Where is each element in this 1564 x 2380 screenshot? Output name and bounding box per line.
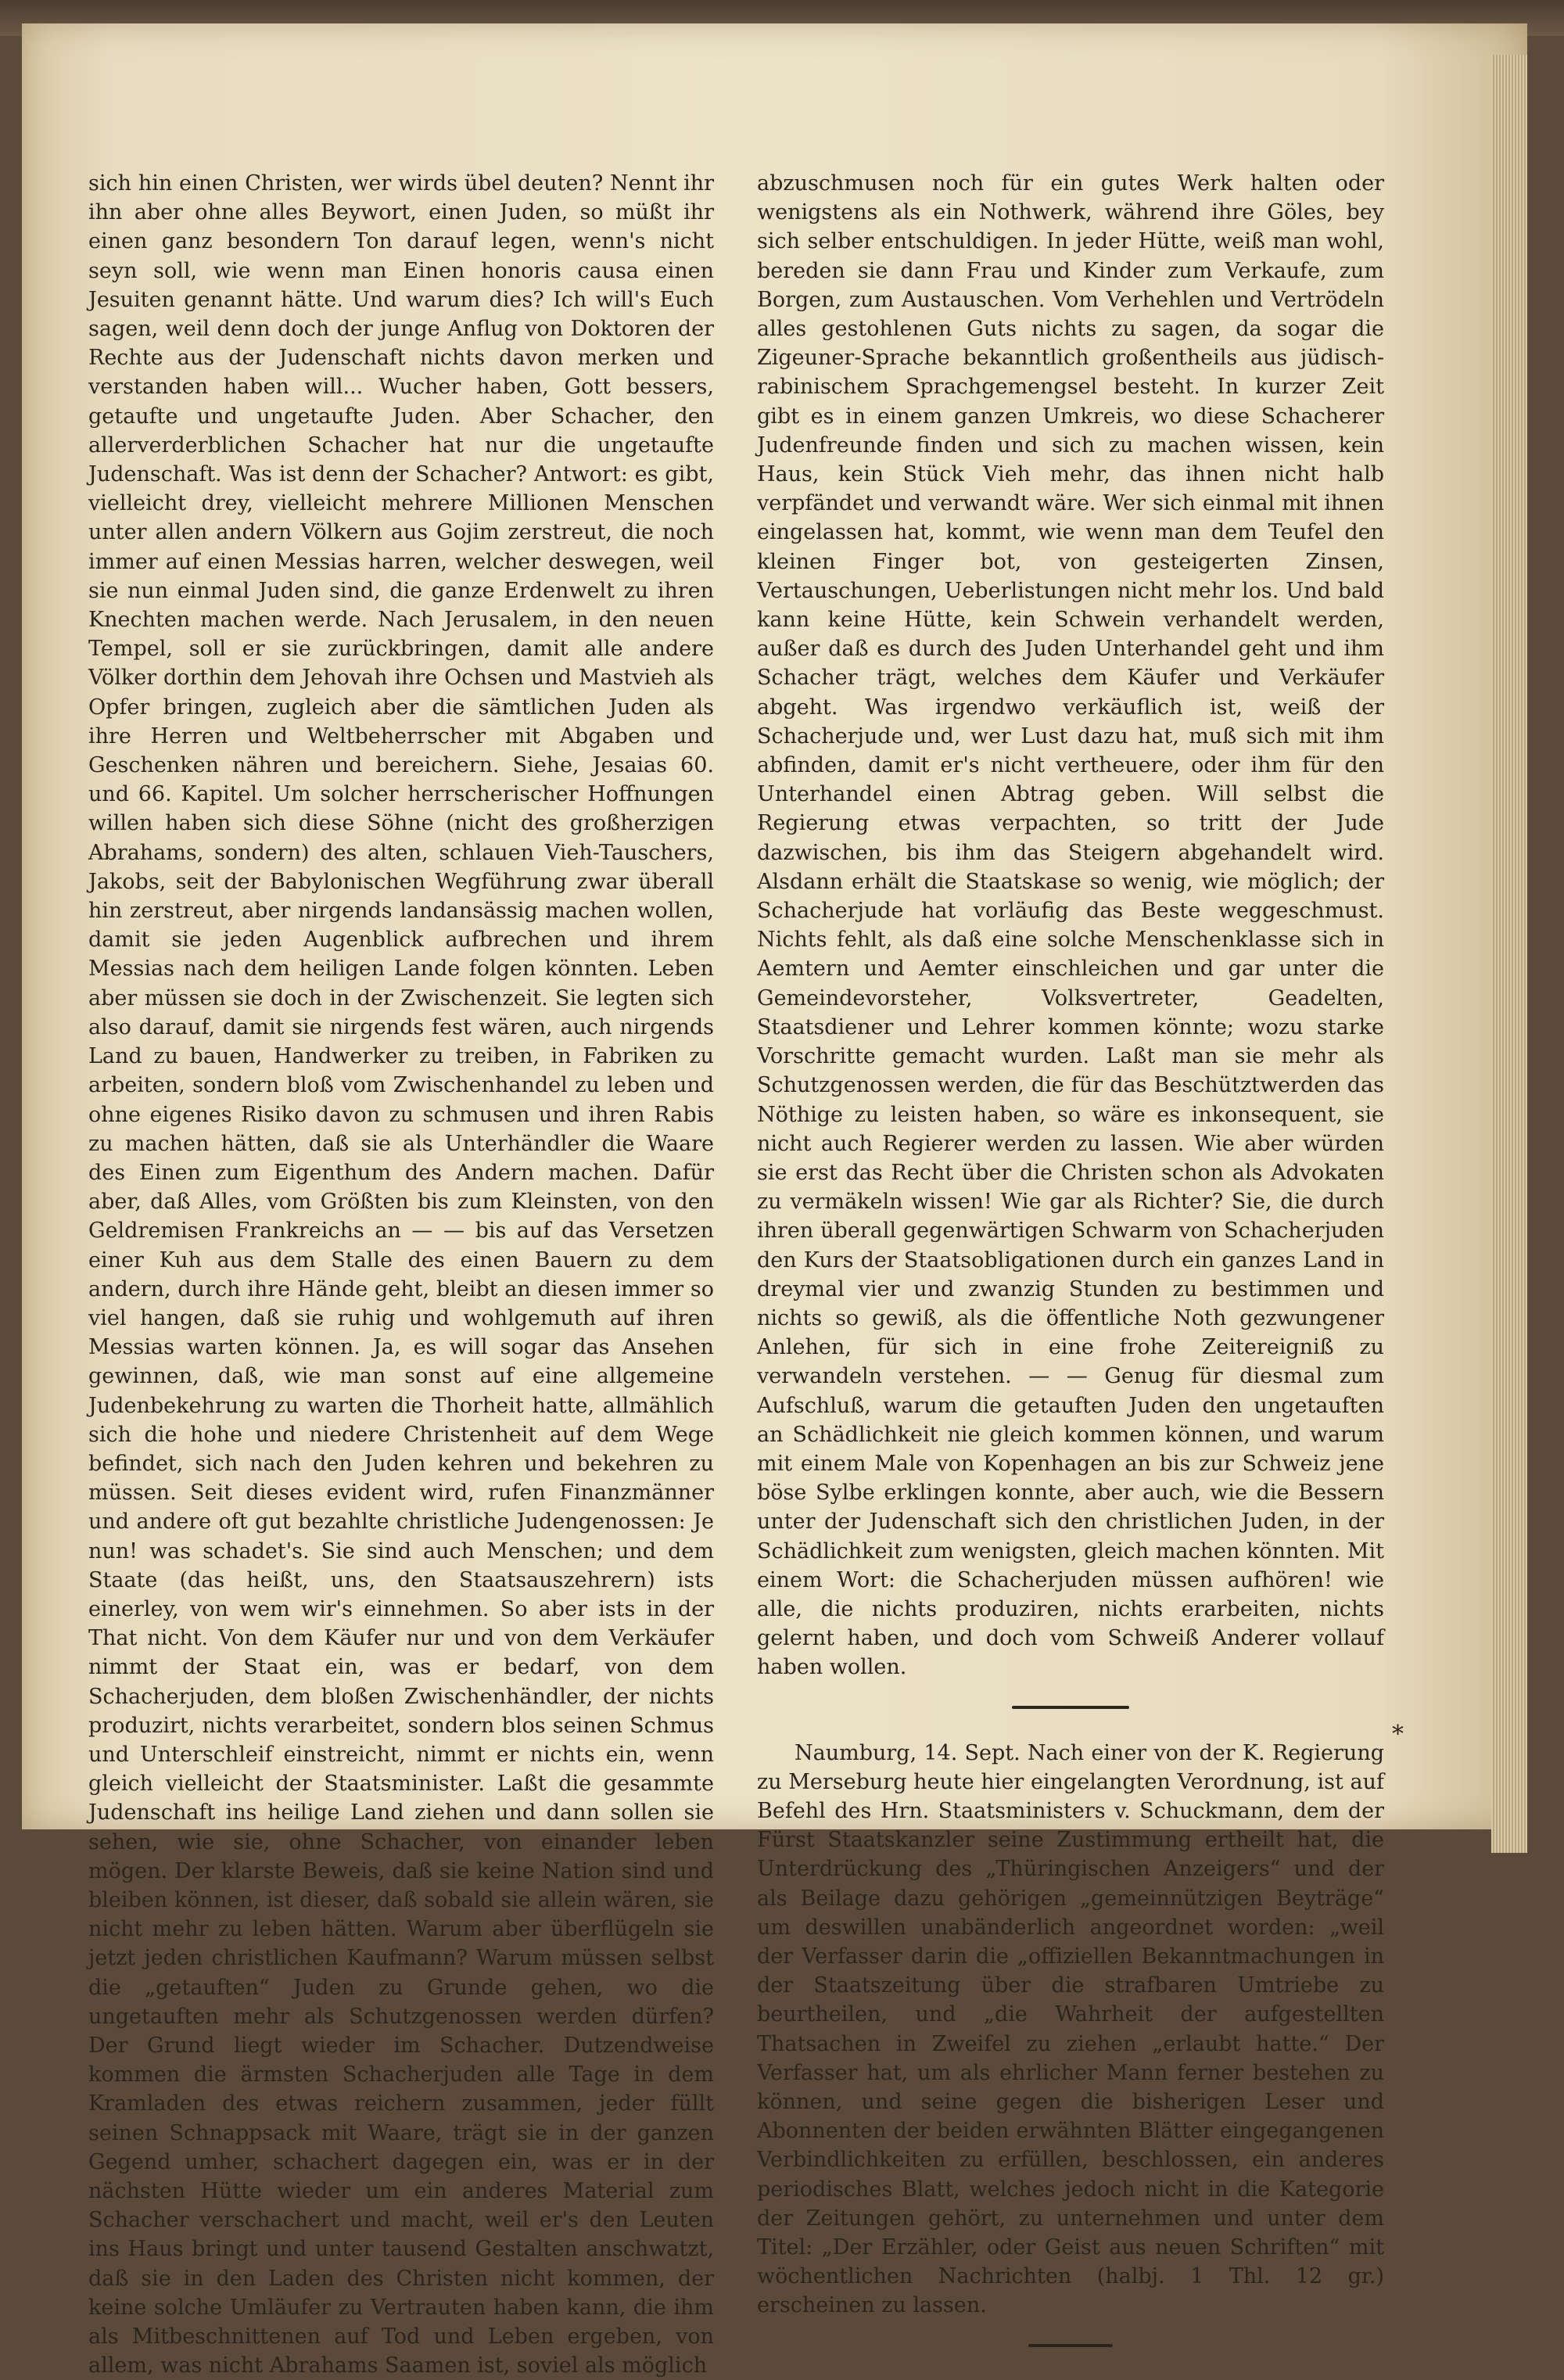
- printer-mark: *: [1392, 1721, 1404, 1748]
- end-divider: [1028, 2344, 1113, 2347]
- section-divider: [1012, 1706, 1129, 1709]
- left-column: [88, 169, 714, 2380]
- naumburg-notice: Naumburg, 14. Sept. Nach einer von der K. Regierung zu Merseburg heute hier eingelangten Verordnung, ist auf Befehl des Hrn. Staatsministers v. Schuckmann, dem der Fürst Staatskanzler seine Zustimmung ertheilt hat, die Unterdrückung des „Thüringischen Anzeigers“ und der als Beilage dazu gehörigen „gemeinnützigen Beyträge“ um deswillen unabänderlich angeordnet worden: „weil der Verfasser darin die „offiziellen Bekanntmachungen in der Staatszeitung über die strafbaren Umtriebe zu beurtheilen, und „die Wahrheit der aufgestellten Thatsachen in Zweifel zu ziehen „erlaubt hatte.“ Der Verfasser hat, um als ehrlicher Mann ferner bestehen zu können, und seine gegen die bisherigen Leser und Abonnenten der beiden erwähnten Blätter eingegangenen Verbindlichkeiten zu erfüllen, beschlossen, ein anderes periodisches Blatt, welches jedoch nicht in die Kategorie der Zeitungen gehört, zu unternehmen und unter dem Titel: „Der Erzähler, oder Geist aus neuen Schriften“ mit wöchentlichen Nachrichten (halbj. 1 Thl. 12 gr.) erscheinen zu lassen.: [757, 1740, 1384, 2318]
- right-column: [757, 169, 1384, 2347]
- right-column-paragraph-1: abzuschmusen noch für ein gutes Werk halten oder wenigstens als ein Nothwerk, während ihre Göles, bey sich selber entschuldigen. In jeder Hütte, weiß man wohl, bereden sie dann Frau und Kinder zum Verkaufe, zum Borgen, zum Austauschen. Vom Verhehlen und Vertrödeln alles gestohlenen Guts nichts zu sagen, da sogar die Zigeuner-Sprache bekanntlich großentheils aus jüdisch-rabinischem Sprachgemengsel besteht. In kurzer Zeit gibt es in einem ganzen Umkreis, wo diese Schacherer Judenfreunde finden und sich zu machen wissen, kein Haus, kein Stück Vieh mehr, das ihnen nicht halb verpfändet und verwandt wäre. Wer sich einmal mit ihnen eingelassen hat, kommt, wie wenn man dem Teufel den kleinen Finger bot, von gesteigerten Zinsen, Vertauschungen, Ueberlistungen nicht mehr los. Und bald kann keine Hütte, kein Schwein verhandelt werden, außer daß es durch des Juden Unterhandel geht und ihm Schacher trägt, welches dem Käufer und Verkäufer abgeht. Was irgendwo verkäuflich ist, weiß der Schacherjude und, wer Lust dazu hat, muß sich mit ihm abfinden, damit er's nicht vertheuere, oder ihm für den Unterhandel einen Abtrag geben. Will selbst die Regierung etwas verpachten, so tritt der Jude dazwischen, bis ihm das Steigern abgehandelt wird. Alsdann erhält die Staatskase so wenig, wie möglich; der Schacherjude hat vorläufig das Beste weggeschmust. Nichts fehlt, als daß eine solche Menschenklasse sich in Aemtern und Aemter einschleichen und gar unter die Gemeindevorsteher, Volksvertreter, Geadelten, Staatsdiener und Lehrer kommen könnte; wozu starke Vorschritte gemacht wurden. Laßt man sie mehr als Schutzgenossen werden, die für das Beschütztwerden das Nöthige zu leisten haben, so wäre es inkonsequent, sie nicht auch Regierer werden zu lassen. Wie aber würden sie erst das Recht über die Christen schon als Advokaten zu vermäkeln wissen! Wie gar als Richter? Sie, die durch ihren überall gegenwärtigen Schwarm von Schacherjuden den Kurs der Staatsobligationen durch ein ganzes Land in dreymal vier und zwanzig Stunden zu bestimmen und nichts so gewiß, als die öffentliche Noth gezwungener Anlehen, für sich in eine frohe Zeitereigniß zu verwandeln verstehen. — — Genug für diesmal zum Aufschluß, warum die getauften Juden den ungetauften an Schädlichkeit nie gleich kommen können, und warum mit einem Male von Kopenhagen an bis zur Schweiz jene böse Sylbe erklingen konnte, aber auch, wie die Bessern unter der Judenschaft sich den christlichen Juden, in der Schädlichkeit zum wenigsten, gleich machen könnten. Mit einem Wort: die Schacherjuden müssen aufhören! wie alle, die nichts produziren, nichts erarbeiten, nichts gelernt haben, und doch vom Schweiß Anderer vollauf haben wollen.: [757, 171, 1384, 1680]
- page-stack-edge: [1491, 55, 1527, 1853]
- left-column-text: sich hin einen Christen, wer wirds übel deuten? Nennt ihr ihn aber ohne alles Beywort, einen Juden, so müßt ihr einen ganz besondern Ton darauf legen, wenn's nicht seyn soll, wie wenn man Einen honoris causa einen Jesuiten genannt hätte. Und warum dies? Ich will's Euch sagen, weil denn doch der junge Anflug von Doktoren der Rechte aus der Judenschaft nichts davon merken und verstanden haben will... Wucher haben, Gott bessers, getaufte und ungetaufte Juden. Aber Schacher, den allerverderblichen Schacher hat nur die ungetaufte Judenschaft. Was ist denn der Schacher? Antwort: es gibt, vielleicht drey, vielleicht mehrere Millionen Menschen unter allen andern Völkern aus Gojim zerstreut, die noch immer auf einen Messias harren, welcher deswegen, weil sie nun einmal Juden sind, die ganze Erdenwelt zu ihren Knechten machen werde. Nach Jerusalem, in den neuen Tempel, soll er sie zurückbringen, damit alle andere Völker dorthin dem Jehovah ihre Ochsen und Mastvieh als Opfer bringen, zugleich aber die sämtlichen Juden als ihre Herren und Weltbeherrscher mit Abgaben und Geschenken nähren und bereichern. Siehe, Jesaias 60. und 66. Kapitel. Um solcher herrscherischer Hoffnungen willen haben sich diese Söhne (nicht des großherzigen Abrahams, sondern) des alten, schlauen Vieh-Tauschers, Jakobs, seit der Babylonischen Wegführung zwar überall hin zerstreut, aber nirgends landansässig machen wollen, damit sie jeden Augenblick aufbrechen und ihrem Messias nach dem heiligen Lande folgen könnten. Leben aber müssen sie doch in der Zwischenzeit. Sie legten sich also darauf, damit sie nirgends fest wären, auch nirgends Land zu bauen, Handwerker zu treiben, in Fabriken zu arbeiten, sondern bloß vom Zwischenhandel zu leben und ohne eigenes Risiko davon zu schmusen und ihren Rabis zu machen hätten, daß sie als Unterhändler die Waare des Einen zum Eigenthum des Andern machen. Dafür aber, daß Alles, vom Größten bis zum Kleinsten, von den Geldremisen Frankreichs an — — bis auf das Versetzen einer Kuh aus dem Stalle des einen Bauern zu dem andern, durch ihre Hände geht, bleibt an diesen immer so viel hangen, daß sie ruhig und wohlgemuth auf ihren Messias warten können. Ja, es will sogar das Ansehen gewinnen, daß, wie man sonst auf eine allgemeine Judenbekehrung zu warten die Thorheit hatte, allmählich sich die hohe und niedere Christenheit auf dem Wege befindet, sich nach den Juden kehren und bekehren zu müssen. Seit dieses evident wird, rufen Finanzmänner und andere oft gut bezahlte christliche Judengenossen: Je nun! was schadet's. Sie sind auch Menschen; und dem Staate (das heißt, uns, den Staatsauszehrern) ists einerley, von wem wir's einnehmen. So aber ists in der That nicht. Von dem Käufer nur und von dem Verkäufer nimmt der Staat ein, was er bedarf, von dem Schacherjuden, dem bloßen Zwischenhändler, der nichts produzirt, nichts verarbeitet, sondern blos seinen Schmus und Unterschleif einstreicht, nimmt er nichts ein, wenn gleich vielleicht der Staatsminister. Laßt die gesammte Judenschaft ins heilige Land ziehen und dann sollen sie sehen, wie sie, ohne Schacher, von einander leben mögen. Der klarste Beweis, daß sie keine Nation sind und bleiben können, ist dieser, daß sobald sie allein wären, sie nicht mehr zu leben hätten. Warum aber überflügeln sie jetzt jeden christlichen Kaufmann? Warum müssen selbst die „getauften“ Juden zu Grunde gehen, wo die ungetauften mehr als Schutzgenossen werden dürfen? Der Grund liegt wieder im Schacher. Dutzendweise kommen die ärmsten Schacherjuden alle Tage in dem Kramladen des etwas reichern zusammen, jeder füllt seinen Schnappsack mit Waare, trägt sie in der ganzen Gegend umher, schachert dagegen ein, was er in der nächsten Hütte wieder um ein anderes Material zum Schacher verschachert und macht, weil er's den Leuten ins Haus bringt und unter tausend Gestalten anschwatzt, daß sie in den Laden des Christen nicht kommen, der keine solche Umläufer zu Vertrauten haben kann, die ihm als Mitbeschnittenen auf Tod und Leben ergeben, von allem, was nicht Abrahams Saamen ist, soviel als möglich: [88, 171, 714, 2378]
